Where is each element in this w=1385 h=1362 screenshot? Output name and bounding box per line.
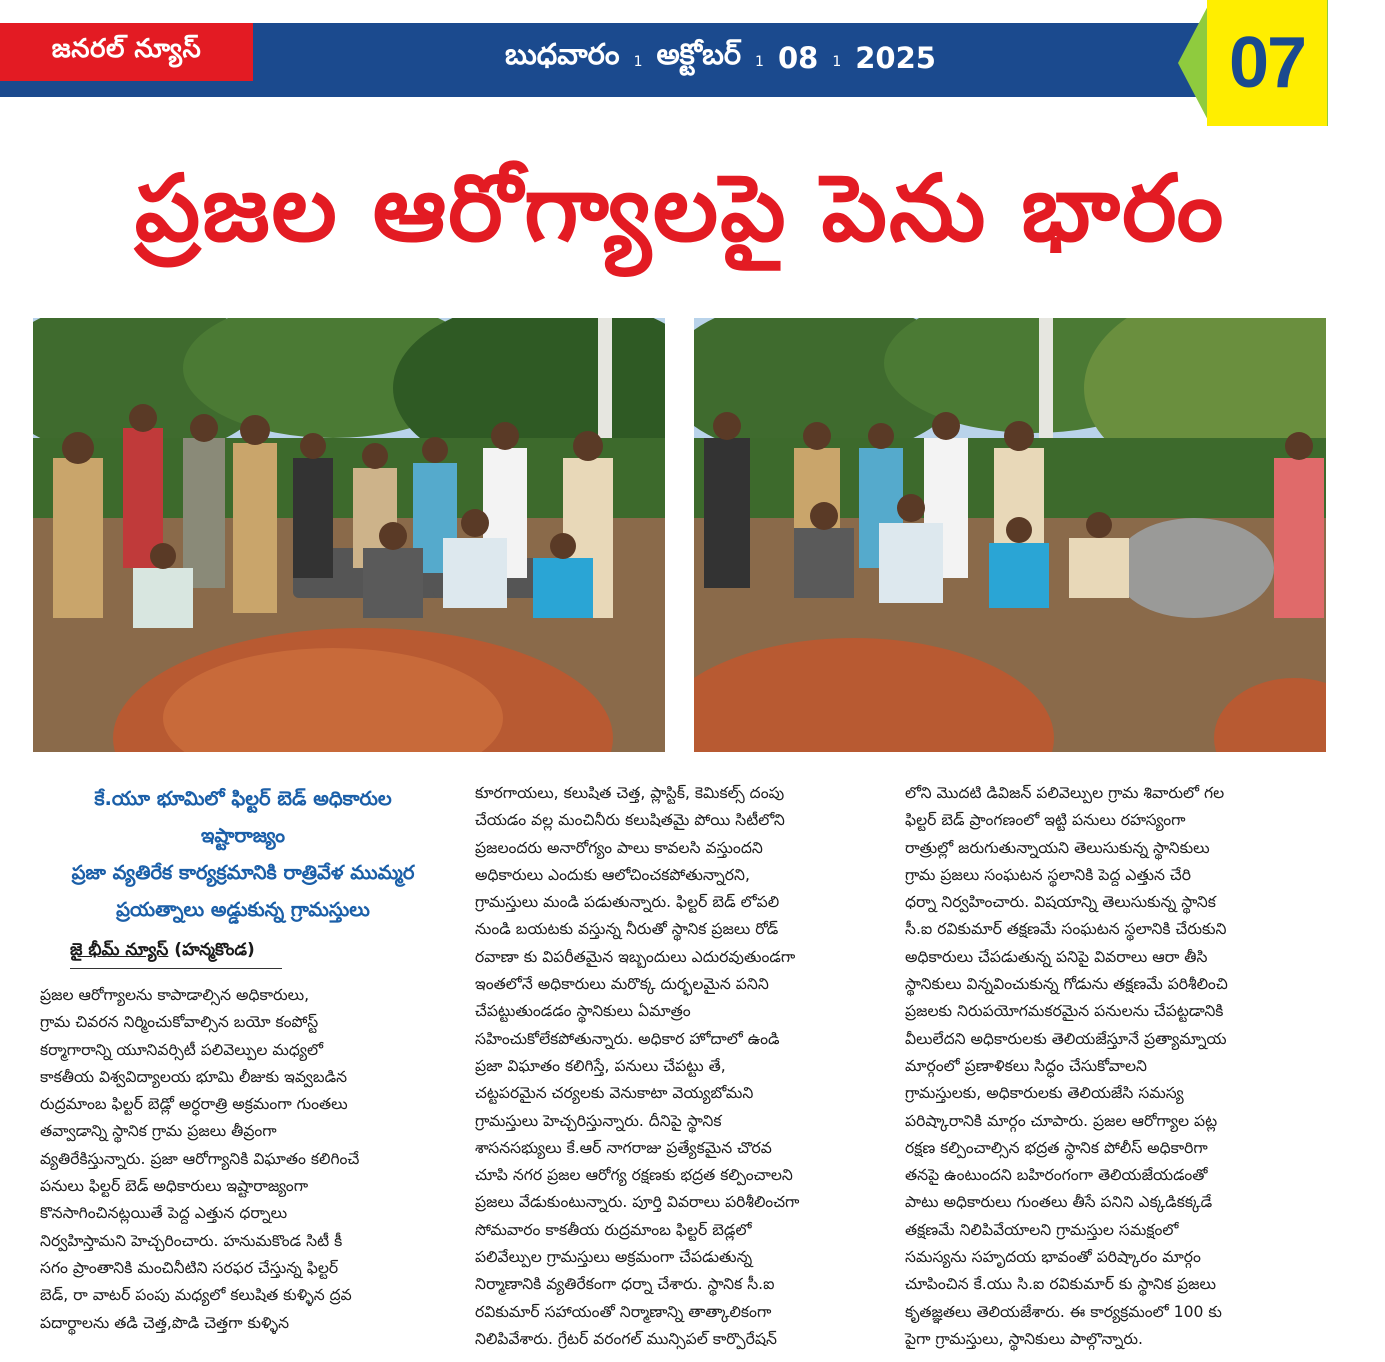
article-line: సీ.ఐ రవికుమార్ తక్షణమే సంఘటన స్థలానికి చేరుకుని — [905, 920, 1227, 939]
article-line: లోని మొదటి డివిజన్ పలివెల్పుల గ్రామ శివారులో గల — [905, 784, 1225, 802]
article-line: వీలులేదని అధికారులకు తెలియజేస్తూనే ప్రత్యామ్నాయ — [905, 1029, 1227, 1048]
article-line: రక్షణ కల్పించాల్సిన భద్రత స్థానిక పోలీస్ అధికారిగా — [905, 1138, 1208, 1157]
date-day: బుధవారం — [505, 37, 620, 71]
article-line: నుండి బయటకు వస్తున్న నీరుతో స్థానిక ప్రజలు రోడ్ — [475, 920, 779, 939]
article-line: సోమవారం కాకతీయ రుద్రమాంబ ఫిల్టర్ బెడ్లలో — [475, 1220, 752, 1239]
article-column-2 — [475, 780, 799, 1353]
article-column-1 — [40, 982, 359, 1337]
article-line: కృతజ్ఞతలు తెలియజేశారు. ఈ కార్యక్రమంలో 100 కు — [905, 1302, 1222, 1321]
article-line: చూపించిన కే.యు సి.ఐ రవికుమార్ కు స్థానిక ప్రజలు — [905, 1275, 1216, 1294]
article-line: ఇంతలోనే అధికారులు మరొక్క దుర్భలమైన పనిని — [475, 975, 769, 994]
date-month: అక్టోబర్ — [656, 37, 742, 71]
article-line: పలివేల్పుల గ్రామస్తులు అక్రమంగా చేపడుతున్న — [475, 1248, 753, 1267]
right-photo — [694, 318, 1326, 752]
article-line: రుద్రమాంబ ఫిల్టర్ బెడ్లో అర్ధరాత్రి అక్రమంగా గుంతలు — [40, 1095, 348, 1114]
article-line: తవ్వాడాన్ని స్థానిక గ్రామ ప్రజలు తీవ్రంగా — [40, 1122, 277, 1141]
article-line: చేయడం వల్ల మంచినీరు కలుషితమై పోయి సిటీలోని — [475, 811, 785, 830]
article-line: నిర్వహిస్తామని హెచ్చరించారు. హనుమకొండ సిటీ కీ — [40, 1231, 343, 1250]
article-line: ధర్నా నిర్వహించారు. విషయాన్ని తెలుసుకున్న స్థానిక — [905, 893, 1216, 912]
article-line: ఫిల్టర్ బెడ్ ప్రాంగణంలో ఇట్టి పనులు రహస్యంగా — [905, 811, 1186, 830]
dateline — [505, 38, 936, 78]
article-line: ప్రజల ఆరోగ్యాలను కాపాడాల్సిన అధికారులు, — [40, 986, 310, 1004]
article-line: కూరగాయలు, కలుషిత చెత్త, ప్లాస్టిక్, కెమికల్స్ దంపు — [475, 784, 785, 802]
byline — [70, 940, 282, 969]
article-line: ప్రజలకు నిరుపయోగమకరమైన పనులను చేపట్టడానికి — [905, 1002, 1224, 1021]
article-line: చట్టపరమైన చర్యలకు వెనుకాటా వెయ్యబోమని — [475, 1084, 754, 1103]
left-photo — [33, 318, 665, 752]
article-line: ప్రజలు వేడుకుంటున్నారు. పూర్తి వివరాలు పరిశీలించగా — [475, 1193, 800, 1212]
article-line: రవికుమార్ సహాయంతో నిర్మాణాన్ని తాత్కాలికంగా — [475, 1302, 772, 1321]
article-line: రవాణా కు విపరీతమైన ఇబ్బందులు ఎదురవుతుండగా — [475, 947, 796, 966]
article-line: పాటు అధికారులు గుంతలు తీసే పనిని ఎక్కడికక్కడే — [905, 1193, 1213, 1212]
article-line: కర్మాగారాన్ని యూనివర్సిటీ పలివెల్పుల మధ్యలో — [40, 1040, 324, 1059]
date-separator: 1 — [633, 54, 643, 70]
article-line: నిర్మాణానికి వ్యతిరేకంగా ధర్నా చేశారు. స్థానిక సీ.ఐ — [475, 1275, 775, 1294]
article-line: స్థానికులు విన్నవించుకున్న గోడును తక్షణమే పరిశీలించి — [905, 975, 1228, 994]
headline: ప్రజల ఆరోగ్యాలపై పెను భారం — [134, 155, 1226, 262]
article-line: పైగా గ్రామస్తులు, స్థానికులు పాల్గొన్నారు. — [905, 1329, 1143, 1348]
page-number: 07 — [1228, 23, 1306, 103]
article-line: చేపట్టుతుండడం స్థానికులు ఏమాత్రం — [475, 1002, 691, 1021]
article-line: గ్రామస్తులకు, అధికారులకు తెలియజేసి సమస్య — [905, 1084, 1184, 1103]
date-day-number: 08 — [777, 41, 819, 75]
date-separator: 1 — [755, 54, 764, 70]
article-line: బెడ్, రా వాటర్ పంపు మధ్యలో కలుషిత కుళ్ళిన ద్రవ — [40, 1286, 352, 1305]
article-line: గ్రామస్తులు హెచ్చరిస్తున్నారు. దీనిపై స్థానిక — [475, 1111, 722, 1130]
article-line: గ్రామస్తులు మండి పడుతున్నారు. ఫిల్టర్ బెడ్ లోపలి — [475, 893, 780, 912]
article-line: పరిష్కారానికి మార్గం చూపారు. ప్రజల ఆరోగ్యాల పట్ల — [905, 1111, 1218, 1130]
article-line: కొనసాగించినట్లయితే పెద్ద ఎత్తున ధర్నాలు — [40, 1204, 288, 1223]
article-line: తనపై ఉంటుందని బహిరంగంగా తెలియజేయడంతో — [905, 1166, 1208, 1185]
page-number-badge — [1207, 0, 1327, 126]
article-line: నిలిపివేశారు. గ్రేటర్ వరంగల్ మున్సిపల్ కార్పొరేషన్ — [475, 1329, 777, 1348]
article-line: రాత్రుల్లో జరుగుతున్నాయని తెలుసుకున్న స్థానికులు — [905, 838, 1210, 857]
article-line: గ్రామ ప్రజలు సంఘటన స్థలానికి పెద్ద ఎత్తున చేరి — [905, 865, 1192, 884]
article-line: తక్షణమే నిలిపివేయాలని గ్రామస్తుల సమక్షంలో — [905, 1220, 1179, 1239]
article-line: పదార్థాలను తడి చెత్త,పొడి చెత్తగా కుళ్ళిన — [40, 1313, 290, 1332]
article-line: శాసనసభ్యులు కే.ఆర్ నాగరాజు ప్రత్యేకమైన చొరవ — [475, 1138, 772, 1157]
article-line: గ్రామ చివరన నిర్మించుకోవాల్సిన బయో కంపోస్ట్ — [40, 1013, 319, 1032]
article-line: అధికారులు చేపడుతున్న పనిపై వివరాలు ఆరా తీసి — [905, 947, 1208, 966]
subhead-line: ప్రయత్నాలు అడ్డుకున్న గ్రామస్తులు — [116, 898, 370, 921]
article-line: చూపి నగర ప్రజల ఆరోగ్య రక్షణకు భద్రత కల్పించాలని — [475, 1166, 793, 1185]
date-year: 2025 — [855, 41, 936, 75]
subhead-line: కే.యూ భూమిలో ఫిల్టర్ బెడ్ అధికారుల — [94, 787, 392, 810]
article-line: మార్గంలో ప్రణాళికలు సిద్ధం చేసుకోవాలని — [905, 1056, 1147, 1075]
article-line: వ్యతిరేకిస్తున్నారు. ప్రజా ఆరోగ్యానికి విఘాతం కలిగించే — [40, 1149, 360, 1168]
article-line: సమస్యను సహృదయ భావంతో పరిష్కారం మార్గం — [905, 1248, 1201, 1267]
article-column-3 — [905, 780, 1228, 1353]
subhead-box — [33, 780, 453, 928]
subhead-line: ఇష్టారాజ్యం — [200, 824, 286, 847]
date-separator: 1 — [832, 54, 842, 70]
article-line: సగం ప్రాంతానికి మంచినీటిని సరఫర చేస్తున్న ఫిల్టర్ — [40, 1258, 339, 1277]
article-line: సహించుకోలేకపోతున్నారు. అధికార హోదాలో ఉండి — [475, 1029, 780, 1048]
byline-source: జై భీమ్ న్యూస్ — [70, 940, 169, 960]
article-line: ప్రజా విఘాతం కలిగిస్తే, పనులు చేపట్టు తే, — [475, 1056, 726, 1075]
article-line: ప్రజలందరు అనారోగ్యం పాలు కావలసి వస్తుందని — [475, 838, 763, 857]
article-line: కాకతీయ విశ్వవిద్యాలయ భూమి లీజుకు ఇవ్వబడిన — [40, 1067, 348, 1086]
article-line: పనులు ఫిల్టర్ బెడ్ అధికారులు ఇష్టారాజ్యంగా — [40, 1177, 309, 1196]
subhead-line: ప్రజా వ్యతిరేక కార్యక్రమానికి రాత్రివేళ ముమ్మర — [71, 861, 415, 884]
section-tag: జనరల్ న్యూస్ — [0, 23, 253, 81]
article-line: అధికారులు ఎందుకు ఆలోచించకపోతున్నారని, — [475, 865, 750, 884]
byline-place: (హన్మకొండ) — [174, 940, 255, 960]
